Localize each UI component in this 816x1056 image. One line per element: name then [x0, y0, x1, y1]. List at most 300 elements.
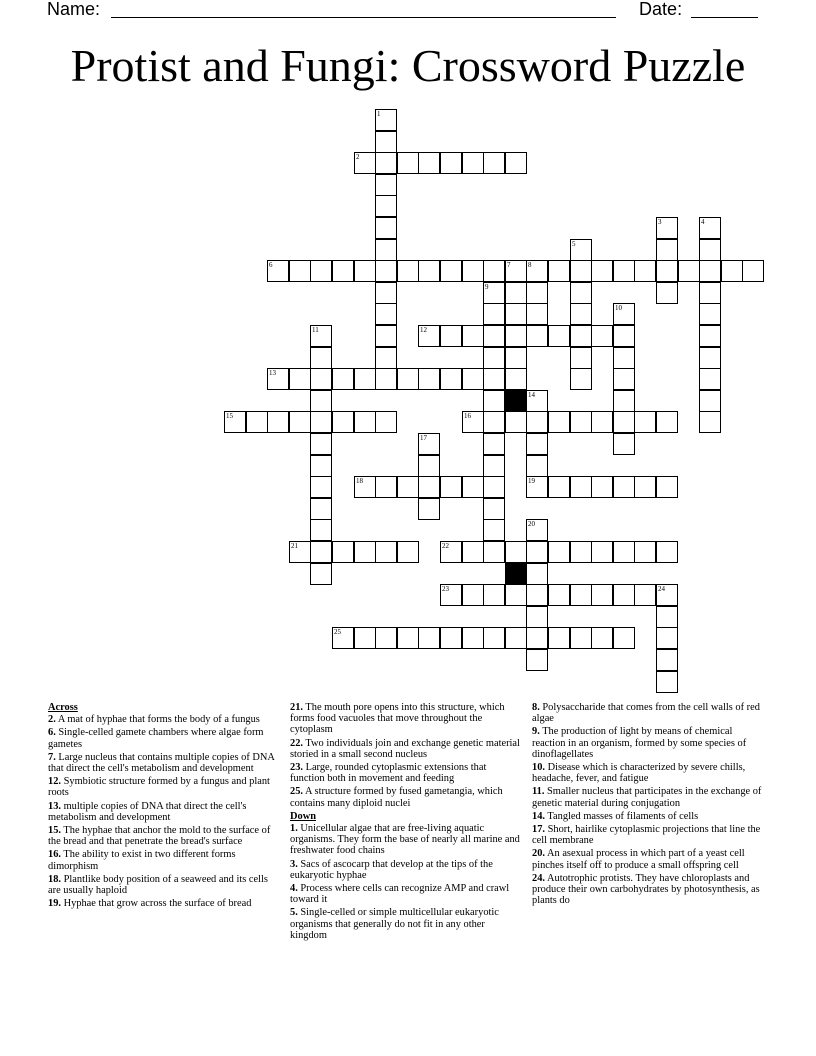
grid-cell[interactable]: [548, 411, 570, 433]
clue-number: 18: [356, 477, 363, 485]
clue-number: 18.: [48, 873, 61, 885]
grid-cell[interactable]: [656, 584, 678, 606]
grid-cell[interactable]: [699, 368, 721, 390]
grid-cell[interactable]: [505, 627, 527, 649]
grid-cell[interactable]: [462, 627, 484, 649]
grid-cell[interactable]: [505, 541, 527, 563]
clue-text: The mouth pore opens into this structure, which forms food vacuoles that move throughout the cytoplasm: [290, 702, 505, 736]
clue: [532, 848, 768, 870]
grid-cell[interactable]: [591, 476, 613, 498]
grid-cell[interactable]: [418, 152, 440, 174]
clue: [290, 702, 520, 736]
grid-cell[interactable]: [548, 476, 570, 498]
clue-number: 9: [485, 283, 489, 291]
grid-cell[interactable]: [397, 152, 419, 174]
grid-cell[interactable]: [613, 368, 635, 390]
grid-cell[interactable]: [310, 325, 332, 347]
grid-cell[interactable]: [354, 152, 376, 174]
grid-cell[interactable]: [613, 347, 635, 369]
clue-text: Tangled masses of filaments of cells: [545, 810, 699, 822]
clue-number: 24: [658, 585, 665, 593]
grid-cell[interactable]: [354, 627, 376, 649]
clue-text: Hyphae that grow across the surface of bread: [61, 898, 252, 910]
clue: [532, 786, 768, 808]
grid-cell[interactable]: [418, 498, 440, 520]
grid-cell[interactable]: [332, 627, 354, 649]
clue-number: 21.: [290, 702, 303, 713]
clue-number: 6: [269, 261, 273, 269]
clue-number: 4: [701, 218, 705, 226]
grid-cell[interactable]: [699, 239, 721, 261]
grid-cell[interactable]: [375, 239, 397, 261]
grid-cell[interactable]: [375, 260, 397, 282]
grid-cell[interactable]: [656, 260, 678, 282]
grid-cell[interactable]: [483, 368, 505, 390]
grid-cell[interactable]: [613, 325, 635, 347]
clue-text: Smaller nucleus that participates in the exchange of genetic material during conjugation: [532, 786, 762, 809]
grid-cell[interactable]: [375, 152, 397, 174]
grid-cell[interactable]: [375, 411, 397, 433]
grid-cell[interactable]: [375, 325, 397, 347]
clue-number: 12: [420, 326, 427, 334]
clue: [48, 714, 278, 725]
grid-cell[interactable]: [699, 325, 721, 347]
grid-cell[interactable]: [656, 282, 678, 304]
grid-cell[interactable]: [699, 260, 721, 282]
clue: [290, 762, 520, 784]
grid-cell[interactable]: [742, 260, 764, 282]
clue-text: An asexual process in which part of a yeast cell pinches itself off to produce a small offspring cell: [532, 848, 745, 871]
down-heading: Down: [290, 810, 316, 822]
grid-cell[interactable]: [526, 584, 548, 606]
grid-cell[interactable]: [483, 152, 505, 174]
grid-cell[interactable]: [483, 325, 505, 347]
grid-cell[interactable]: [418, 455, 440, 477]
clue-number: 5.: [290, 907, 298, 919]
grid-cell[interactable]: [483, 519, 505, 541]
grid-cell[interactable]: [397, 627, 419, 649]
grid-cell[interactable]: [375, 217, 397, 239]
clue-number: 7: [507, 261, 511, 269]
grid-cell[interactable]: [332, 260, 354, 282]
grid-cell[interactable]: [418, 368, 440, 390]
grid-cell[interactable]: [613, 627, 635, 649]
grid-cell[interactable]: [440, 541, 462, 563]
clue-text: Sacs of ascocarp that develop at the tips of the eukaryotic hyphae: [290, 858, 493, 881]
grid-cell[interactable]: [483, 282, 505, 304]
clue-text: multiple copies of DNA that direct the cell's metabolism and development: [48, 800, 247, 823]
grid-cell[interactable]: [699, 282, 721, 304]
date-label: Date:: [639, 0, 683, 19]
clue-number: 10.: [532, 762, 545, 774]
clue-number: 10: [615, 304, 622, 312]
clue-text: Short, hairlike cytoplasmic projections that line the cell membrane: [532, 824, 761, 847]
clue-text: Single-celled gamete chambers where algae form gametes: [48, 727, 264, 750]
clue-number: 23: [442, 585, 449, 593]
grid-cell[interactable]: [699, 217, 721, 239]
clue-number: 15: [226, 412, 233, 420]
grid-cell[interactable]: [483, 584, 505, 606]
grid-cell[interactable]: [505, 260, 527, 282]
grid-cell[interactable]: [526, 303, 548, 325]
grid-cell[interactable]: [526, 455, 548, 477]
grid-cell[interactable]: [462, 584, 484, 606]
grid-cell[interactable]: [224, 411, 246, 433]
clue-text: Autotrophic protists. They have chloroplasts and produce their own carbohydrates by photosynthesis, as plants do: [532, 872, 760, 907]
grid-cell[interactable]: [462, 411, 484, 433]
grid-cell[interactable]: [570, 303, 592, 325]
clue: [48, 825, 278, 847]
grid-cell[interactable]: [505, 152, 527, 174]
clue-text: Single-celled or simple multicellular eukaryotic organisms that generally do not fit in any other kingdom: [290, 907, 499, 941]
grid-cell[interactable]: [418, 627, 440, 649]
grid-cell[interactable]: [462, 368, 484, 390]
grid-cell[interactable]: [440, 584, 462, 606]
grid-cell[interactable]: [526, 390, 548, 412]
grid-cell[interactable]: [613, 260, 635, 282]
grid-cell[interactable]: [634, 584, 656, 606]
grid-cell[interactable]: [548, 541, 570, 563]
grid-cell[interactable]: [634, 476, 656, 498]
grid-cell[interactable]: [570, 260, 592, 282]
grid-cell[interactable]: [332, 368, 354, 390]
grid-cell[interactable]: [375, 627, 397, 649]
grid-cell[interactable]: [462, 260, 484, 282]
clue: [48, 727, 278, 749]
name-label: Name:: [47, 0, 101, 19]
grid-cell[interactable]: [462, 325, 484, 347]
grid-cell[interactable]: [613, 303, 635, 325]
grid-cell[interactable]: [526, 541, 548, 563]
grid-cell[interactable]: [570, 368, 592, 390]
clue: [48, 801, 278, 823]
grid-cell[interactable]: [483, 455, 505, 477]
clue-number: 5: [572, 240, 576, 248]
grid-cell[interactable]: [613, 584, 635, 606]
clue-number: 11: [312, 326, 319, 334]
grid-cell[interactable]: [483, 303, 505, 325]
grid-cell[interactable]: [310, 541, 332, 563]
grid-cell[interactable]: [613, 411, 635, 433]
grid-cell[interactable]: [462, 476, 484, 498]
clue: [48, 874, 278, 896]
clue-text: Large, rounded cytoplasmic extensions that function both in movement and feeding: [290, 762, 487, 785]
clue: [290, 859, 520, 881]
clue-text: Two individuals join and exchange genetic material storied in a small second nucleus: [290, 737, 520, 760]
grid-cell[interactable]: [375, 476, 397, 498]
grid-cell[interactable]: [570, 347, 592, 369]
clue-text: Plantlike body position of a seaweed and its cells are usually haploid: [48, 873, 268, 897]
grid-cell[interactable]: [289, 368, 311, 390]
grid-cell[interactable]: [613, 476, 635, 498]
grid-cell[interactable]: [483, 390, 505, 412]
clue-text: Symbiotic structure formed by a fungus and plant roots: [48, 776, 270, 799]
clue: [48, 898, 278, 909]
grid-cell[interactable]: [418, 476, 440, 498]
clue-number: 20: [528, 520, 535, 528]
grid-cell[interactable]: [656, 671, 678, 693]
grid-cell[interactable]: [526, 627, 548, 649]
black-cell: [505, 390, 527, 412]
grid-cell[interactable]: [267, 260, 289, 282]
clue-text: A structure formed by fused gametangia, which contains many diploid nuclei: [290, 786, 503, 809]
grid-cell[interactable]: [678, 260, 700, 282]
clue: [532, 762, 768, 784]
grid-cell[interactable]: [505, 325, 527, 347]
grid-cell[interactable]: [570, 411, 592, 433]
grid-cell[interactable]: [397, 476, 419, 498]
grid-cell[interactable]: [570, 325, 592, 347]
grid-cell[interactable]: [332, 541, 354, 563]
clue-text: The hyphae that anchor the mold to the surface of the bread and that penetrate the bread's surface: [48, 825, 271, 848]
grid-cell[interactable]: [483, 411, 505, 433]
grid-cell[interactable]: [310, 455, 332, 477]
grid-cell[interactable]: [310, 390, 332, 412]
grid-cell[interactable]: [440, 627, 462, 649]
clue-number: 24.: [532, 872, 545, 884]
grid-cell[interactable]: [483, 260, 505, 282]
grid-cell[interactable]: [656, 649, 678, 671]
clue-number: 19.: [48, 898, 61, 910]
grid-cell[interactable]: [656, 411, 678, 433]
grid-cell[interactable]: [397, 541, 419, 563]
grid-cell[interactable]: [721, 260, 743, 282]
grid-cell[interactable]: [656, 239, 678, 261]
grid-cell[interactable]: [591, 325, 613, 347]
clue-number: 2: [356, 153, 360, 161]
grid-cell[interactable]: [397, 260, 419, 282]
grid-cell[interactable]: [375, 174, 397, 196]
grid-cell[interactable]: [440, 152, 462, 174]
grid-cell[interactable]: [634, 541, 656, 563]
grid-cell[interactable]: [375, 347, 397, 369]
grid-cell[interactable]: [310, 476, 332, 498]
clue-text: Polysaccharide that comes from the cell walls of red algae: [532, 702, 760, 725]
grid-cell[interactable]: [418, 325, 440, 347]
clue-text: Process where cells can recognize AMP and crawl toward it: [290, 883, 510, 906]
grid-cell[interactable]: [289, 411, 311, 433]
clue-number: 1: [377, 110, 381, 118]
clue-number: 3.: [290, 858, 298, 870]
clue: [532, 702, 768, 724]
clue-number: 17: [420, 434, 427, 442]
grid-cell[interactable]: [570, 541, 592, 563]
grid-cell[interactable]: [354, 368, 376, 390]
clue-number: 23.: [290, 762, 303, 774]
grid-cell[interactable]: [332, 411, 354, 433]
grid-cell[interactable]: [375, 195, 397, 217]
grid-cell[interactable]: [310, 368, 332, 390]
clue-number: 20.: [532, 848, 545, 860]
grid-cell[interactable]: [656, 627, 678, 649]
clue-text: Large nucleus that contains multiple copies of DNA that direct the cell's metabolism and development: [48, 751, 275, 775]
grid-cell[interactable]: [505, 368, 527, 390]
clue-text: Disease which is characterized by severe chills, headache, fever, and fatigue: [532, 762, 746, 785]
clue-number: 2.: [48, 714, 56, 726]
clue: [532, 726, 768, 760]
clue-text: The production of light by means of chemical reaction in an organism, formed by some species of dinoflagellates: [532, 726, 747, 760]
grid-cell[interactable]: [591, 584, 613, 606]
grid-cell[interactable]: [354, 260, 376, 282]
grid-cell[interactable]: [613, 433, 635, 455]
grid-cell[interactable]: [526, 433, 548, 455]
grid-cell[interactable]: [570, 476, 592, 498]
grid-cell[interactable]: [483, 476, 505, 498]
grid-cell[interactable]: [526, 563, 548, 585]
grid-cell[interactable]: [505, 303, 527, 325]
grid-cell[interactable]: [310, 498, 332, 520]
grid-cell[interactable]: [289, 260, 311, 282]
grid-cell[interactable]: [375, 541, 397, 563]
grid-cell[interactable]: [418, 260, 440, 282]
clue: [290, 907, 520, 941]
clues-column-3: [532, 702, 768, 908]
grid-cell[interactable]: [570, 627, 592, 649]
grid-cell[interactable]: [526, 649, 548, 671]
grid-cell[interactable]: [462, 152, 484, 174]
grid-cell[interactable]: [699, 347, 721, 369]
grid-cell[interactable]: [505, 347, 527, 369]
clue: [532, 811, 768, 822]
clue-number: 8.: [532, 702, 540, 713]
clue-number: 21: [291, 542, 298, 550]
grid-cell[interactable]: [375, 109, 397, 131]
grid-cell[interactable]: [483, 541, 505, 563]
grid-cell[interactable]: [526, 282, 548, 304]
grid-cell[interactable]: [440, 260, 462, 282]
grid-cell[interactable]: [483, 627, 505, 649]
grid-cell[interactable]: [591, 627, 613, 649]
clue: [48, 849, 278, 871]
grid-cell[interactable]: [354, 541, 376, 563]
clue-number: 9.: [532, 726, 540, 738]
clue-number: 1.: [290, 823, 298, 835]
across-heading: Across: [48, 702, 78, 713]
grid-cell[interactable]: [418, 433, 440, 455]
clue: [532, 873, 768, 907]
clue: [48, 776, 278, 798]
grid-cell[interactable]: [267, 411, 289, 433]
clue-number: 22.: [290, 737, 303, 749]
grid-cell[interactable]: [505, 584, 527, 606]
grid-cell[interactable]: [310, 433, 332, 455]
grid-cell[interactable]: [656, 476, 678, 498]
grid-cell[interactable]: [634, 260, 656, 282]
grid-cell[interactable]: [267, 368, 289, 390]
clue-text: Unicellular algae that are free-living aquatic organisms. They form the base of nearly all marine and freshwater food chains: [290, 823, 520, 857]
clue-text: The ability to exist in two different forms dimorphism: [48, 849, 236, 872]
grid-cell[interactable]: [699, 411, 721, 433]
grid-cell[interactable]: [634, 411, 656, 433]
grid-cell[interactable]: [397, 368, 419, 390]
page-title: Protist and Fungi: Crossword Puzzle: [70, 40, 746, 91]
grid-cell[interactable]: [483, 433, 505, 455]
clues-column-1: [48, 702, 278, 911]
clue-number: 11.: [532, 786, 545, 798]
grid-cell[interactable]: [548, 260, 570, 282]
grid-cell[interactable]: [375, 131, 397, 153]
grid-cell[interactable]: [526, 411, 548, 433]
clue-number: 17.: [532, 824, 545, 836]
clue-number: 14: [528, 391, 535, 399]
grid-cell[interactable]: [310, 519, 332, 541]
grid-cell[interactable]: [483, 347, 505, 369]
grid-cell[interactable]: [548, 584, 570, 606]
clue-number: 7.: [48, 751, 56, 763]
grid-cell[interactable]: [310, 411, 332, 433]
grid-cell[interactable]: [591, 260, 613, 282]
clue-number: 4.: [290, 883, 298, 895]
clue-number: 14.: [532, 810, 545, 822]
grid-cell[interactable]: [570, 584, 592, 606]
clue: [532, 824, 768, 846]
grid-cell[interactable]: [656, 217, 678, 239]
grid-cell[interactable]: [375, 282, 397, 304]
grid-cell[interactable]: [310, 260, 332, 282]
grid-cell[interactable]: [375, 303, 397, 325]
grid-cell[interactable]: [526, 606, 548, 628]
grid-cell[interactable]: [440, 476, 462, 498]
clue-number: 3: [658, 218, 662, 226]
clue-number: 13: [269, 369, 276, 377]
clue-number: 15.: [48, 825, 61, 837]
grid-cell[interactable]: [462, 541, 484, 563]
grid-cell[interactable]: [483, 498, 505, 520]
clue: [290, 883, 520, 905]
grid-cell[interactable]: [526, 476, 548, 498]
grid-cell[interactable]: [548, 627, 570, 649]
black-cell: [505, 563, 527, 585]
grid-cell[interactable]: [613, 541, 635, 563]
grid-cell[interactable]: [526, 519, 548, 541]
grid-cell[interactable]: [570, 239, 592, 261]
grid-cell[interactable]: [310, 347, 332, 369]
grid-cell[interactable]: [505, 282, 527, 304]
grid-cell[interactable]: [656, 541, 678, 563]
grid-cell[interactable]: [526, 325, 548, 347]
clue-number: 25: [334, 628, 341, 636]
grid-cell[interactable]: [591, 411, 613, 433]
clue-text: A mat of hyphae that forms the body of a fungus: [55, 714, 260, 726]
clue-number: 16.: [48, 849, 61, 861]
clue: [290, 823, 520, 857]
grid-cell[interactable]: [613, 390, 635, 412]
grid-cell[interactable]: [375, 368, 397, 390]
grid-cell[interactable]: [440, 325, 462, 347]
grid-cell[interactable]: [440, 368, 462, 390]
grid-cell[interactable]: [246, 411, 268, 433]
grid-cell[interactable]: [699, 303, 721, 325]
grid-cell[interactable]: [354, 476, 376, 498]
grid-cell[interactable]: [289, 541, 311, 563]
grid-cell[interactable]: [699, 390, 721, 412]
grid-cell[interactable]: [591, 541, 613, 563]
grid-cell[interactable]: [548, 325, 570, 347]
clue-number: 8: [528, 261, 532, 269]
clue-number: 22: [442, 542, 449, 550]
grid-cell[interactable]: [526, 260, 548, 282]
grid-cell[interactable]: [656, 606, 678, 628]
grid-cell[interactable]: [570, 282, 592, 304]
clue: [290, 786, 520, 808]
clue: [290, 738, 520, 760]
grid-cell[interactable]: [505, 411, 527, 433]
grid-cell[interactable]: [310, 563, 332, 585]
clue-number: 25.: [290, 786, 303, 798]
clue-number: 12.: [48, 776, 61, 788]
clue-number: 16: [464, 412, 471, 420]
grid-cell[interactable]: [354, 411, 376, 433]
